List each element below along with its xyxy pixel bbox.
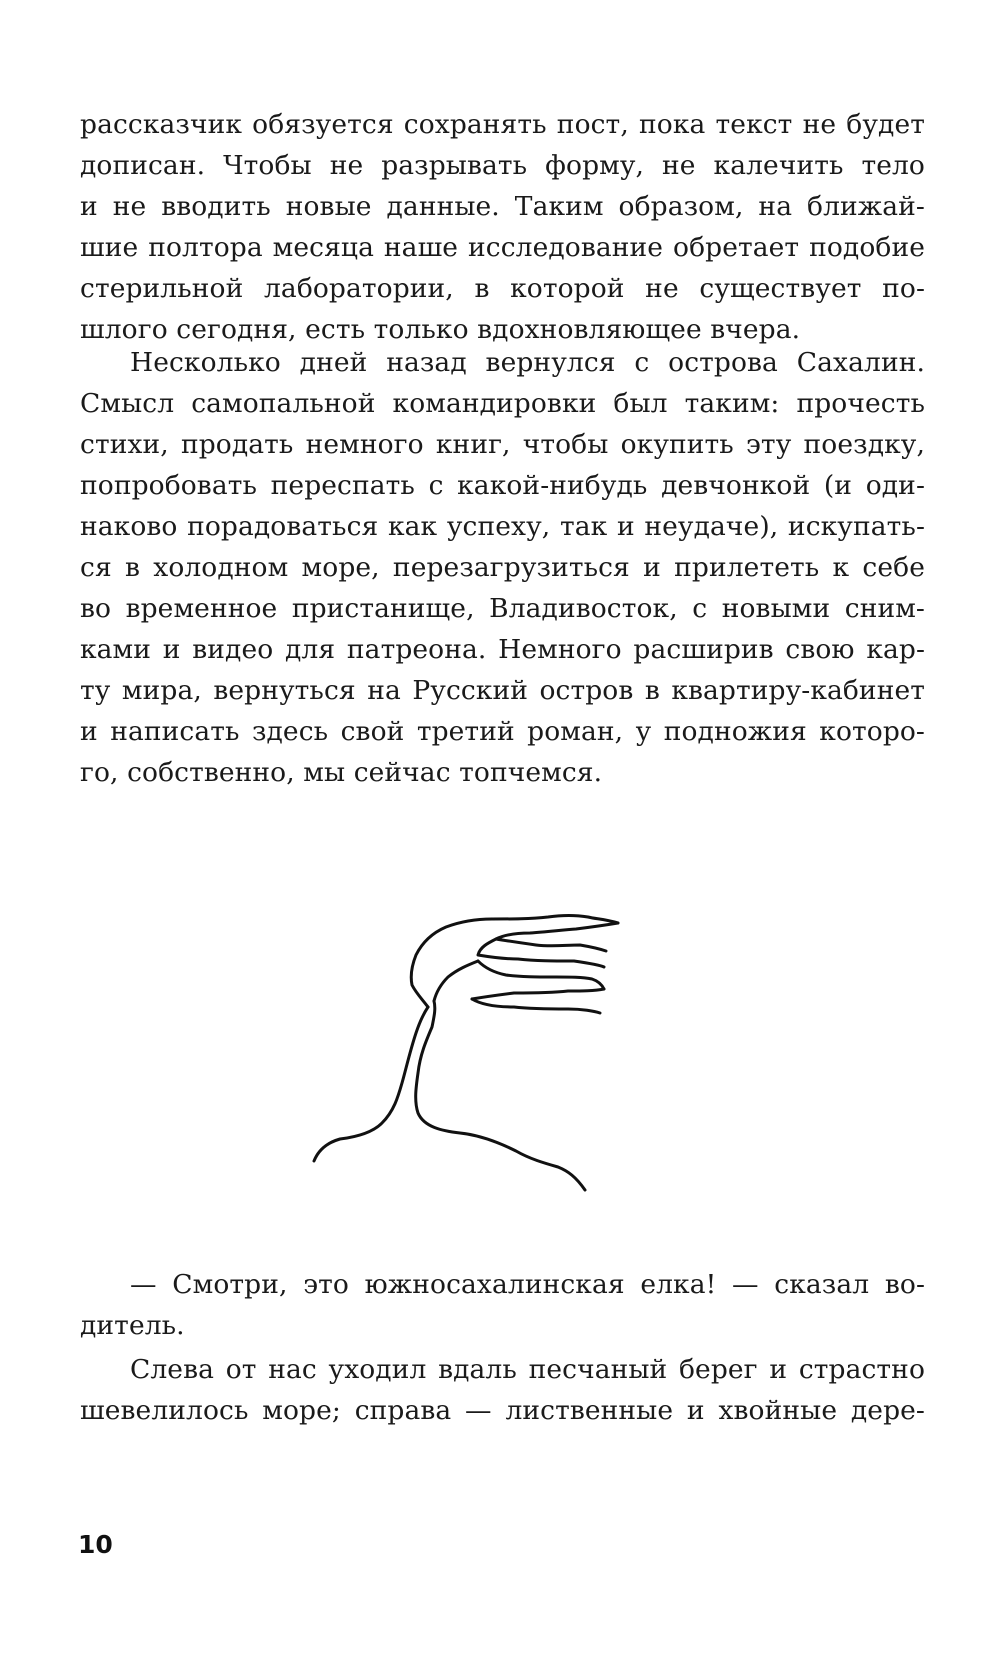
text-line: шевелилось море; справа — лиственные и хвойные дере- [80, 1395, 925, 1426]
text-line: го, собственно, мы сейчас топчемся. [80, 757, 603, 788]
dialog-paragraph [80, 1264, 925, 1346]
text-line: Слева от нас уходил вдаль песчаный берег и страстно [130, 1354, 925, 1385]
text-line: — Смотри, это южносахалинская елка! — сказал во- [130, 1269, 925, 1300]
windswept-tree-icon [300, 905, 640, 1210]
text-line: попробовать переспать с какой-нибудь девчонкой (и оди- [80, 470, 925, 501]
text-line: стихи, продать немного книг, чтобы окупить эту поездку, [80, 429, 925, 460]
text-line: и не вводить новые данные. Таким образом, на ближай- [80, 191, 925, 222]
text-line: ками и видео для патреона. Немного расширив свою кар- [80, 634, 925, 665]
paragraph-sakhalin [80, 342, 925, 793]
text-line: во временное пристанище, Владивосток, с новыми сним- [80, 593, 925, 624]
text-line: ся в холодном море, перезагрузиться и прилететь к себе [80, 552, 925, 583]
text-line: Смысл самопальной командировки был таким: прочесть [80, 388, 925, 419]
text-line: шлого сегодня, есть только вдохновляющее вчера. [80, 314, 801, 345]
paragraph-continued [80, 104, 925, 350]
paragraph-shore [80, 1349, 925, 1431]
text-line: дописан. Чтобы не разрывать форму, не калечить тело [80, 150, 925, 181]
text-line: наково порадоваться как успеху, так и неудаче), искупать- [80, 511, 925, 542]
page-number: 10 [78, 1530, 113, 1559]
text-line: Несколько дней назад вернулся с острова Сахалин. [130, 347, 925, 378]
text-line: ту мира, вернуться на Русский остров в квартиру-кабинет [80, 675, 925, 706]
text-line: и написать здесь свой третий роман, у подножия которо- [80, 716, 925, 747]
text-line: дитель. [80, 1310, 185, 1341]
text-line: шие полтора месяца наше исследование обретает подобие [80, 232, 925, 263]
text-line: рассказчик обязуется сохранять пост, пока текст не будет [80, 109, 925, 140]
text-line: стерильной лаборатории, в которой не существует по- [80, 273, 925, 304]
